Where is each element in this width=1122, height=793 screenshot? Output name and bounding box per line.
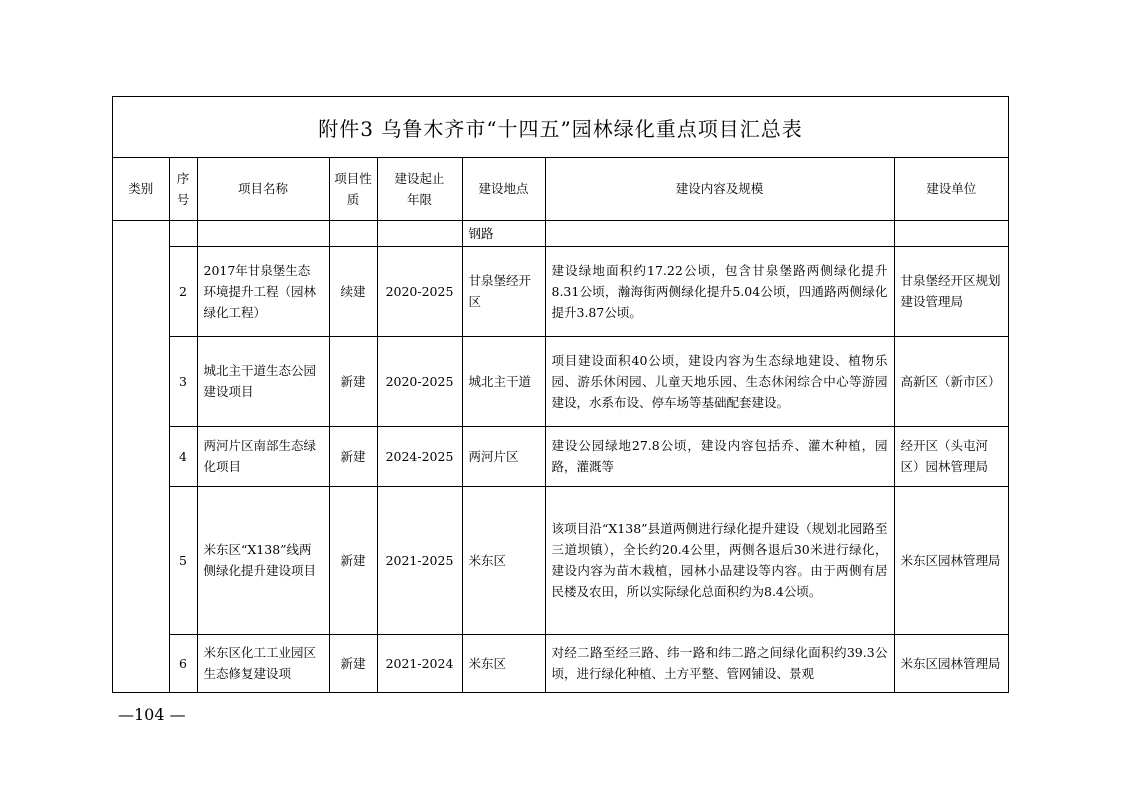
unit-cell <box>894 220 1008 246</box>
unit-cell: 米东区园林管理局 <box>894 634 1008 692</box>
header-nature: 项目性质 <box>329 158 377 220</box>
table-row <box>113 246 1008 336</box>
seq-cell: 2 <box>169 246 197 336</box>
header-period: 建设起止年限 <box>377 158 462 220</box>
location-cell: 米东区 <box>462 486 545 634</box>
nature-cell: 新建 <box>329 426 377 486</box>
nature-cell: 新建 <box>329 634 377 692</box>
period-cell: 2021-2025 <box>377 486 462 634</box>
name-cell: 两河片区南部生态绿化项目 <box>197 426 329 486</box>
location-cell: 两河片区 <box>462 426 545 486</box>
period-cell: 2024-2025 <box>377 426 462 486</box>
table-row <box>113 336 1008 426</box>
header-seq: 序号 <box>169 158 197 220</box>
header-content: 建设内容及规模 <box>545 158 894 220</box>
content-cell <box>545 220 894 246</box>
content-cell: 对经二路至经三路、纬一路和纬二路之间绿化面积约39.3公顷，进行绿化种植、土方平整、管网铺设、景观 <box>545 634 894 692</box>
unit-cell: 米东区园林管理局 <box>894 486 1008 634</box>
unit-cell: 甘泉堡经开区规划建设管理局 <box>894 246 1008 336</box>
header-name: 项目名称 <box>197 158 329 220</box>
header-row <box>113 158 1008 220</box>
name-cell: 2017年甘泉堡生态环境提升工程（园林绿化工程） <box>197 246 329 336</box>
project-table <box>113 158 1008 693</box>
header-location: 建设地点 <box>462 158 545 220</box>
table-row <box>113 486 1008 634</box>
seq-cell: 4 <box>169 426 197 486</box>
name-cell: 米东区化工工业园区生态修复建设项 <box>197 634 329 692</box>
table-title: 附件3 乌鲁木齐市“十四五”园林绿化重点项目汇总表 <box>113 97 1008 158</box>
period-cell: 2021-2024 <box>377 634 462 692</box>
seq-cell: 5 <box>169 486 197 634</box>
category-cell <box>113 220 169 692</box>
table-row <box>113 220 1008 246</box>
content-cell: 建设公园绿地27.8公顷，建设内容包括乔、灌木种植，园路，灌溉等 <box>545 426 894 486</box>
location-cell: 甘泉堡经开区 <box>462 246 545 336</box>
seq-cell <box>169 220 197 246</box>
content-cell: 项目建设面积40公顷，建设内容为生态绿地建设、植物乐园、游乐休闲园、儿童天地乐园、生态休闲综合中心等游园建设，水系布设、停车场等基础配套建设。 <box>545 336 894 426</box>
seq-cell: 3 <box>169 336 197 426</box>
name-cell <box>197 220 329 246</box>
name-cell: 米东区“X138”线两侧绿化提升建设项目 <box>197 486 329 634</box>
name-cell: 城北主干道生态公园建设项目 <box>197 336 329 426</box>
nature-cell: 新建 <box>329 336 377 426</box>
unit-cell: 高新区（新市区） <box>894 336 1008 426</box>
page-number: —104 — <box>118 705 186 724</box>
table-row <box>113 634 1008 692</box>
period-cell: 2020-2025 <box>377 246 462 336</box>
period-cell <box>377 220 462 246</box>
period-cell: 2020-2025 <box>377 336 462 426</box>
header-unit: 建设单位 <box>894 158 1008 220</box>
unit-cell: 经开区（头屯河区）园林管理局 <box>894 426 1008 486</box>
location-cell: 城北主干道 <box>462 336 545 426</box>
location-cell: 钢路 <box>462 220 545 246</box>
nature-cell: 新建 <box>329 486 377 634</box>
content-cell: 建设绿地面积约17.22公顷，包含甘泉堡路两侧绿化提升8.31公顷，瀚海街两侧绿化提升5.04公顷，四通路两侧绿化提升3.87公顷。 <box>545 246 894 336</box>
summary-table-sheet <box>112 96 1009 693</box>
header-category: 类别 <box>113 158 169 220</box>
nature-cell: 续建 <box>329 246 377 336</box>
table-row <box>113 426 1008 486</box>
location-cell: 米东区 <box>462 634 545 692</box>
nature-cell <box>329 220 377 246</box>
seq-cell: 6 <box>169 634 197 692</box>
content-cell: 该项目沿“X138”县道两侧进行绿化提升建设（规划北园路至三道坝镇），全长约20.4公里，两侧各退后30米进行绿化，建设内容为苗木栽植，园林小品建设等内容。由于两侧有居民楼及农田，所以实际绿化总面积约为8.4公顷。 <box>545 486 894 634</box>
